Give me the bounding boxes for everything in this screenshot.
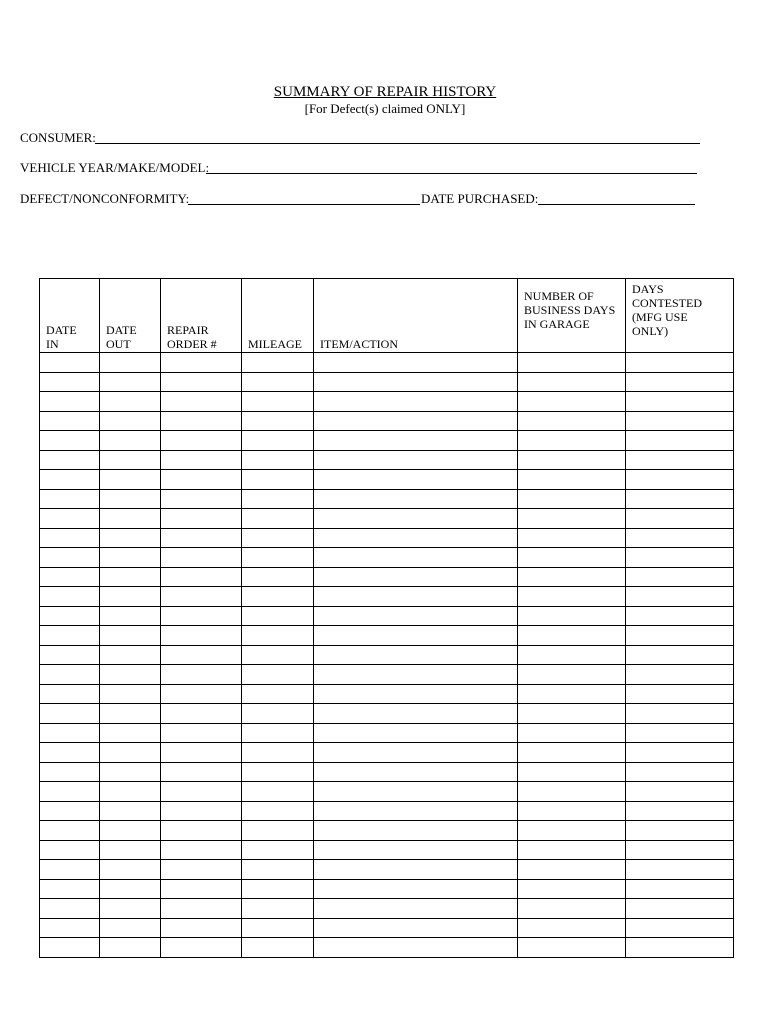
cell-business-days[interactable] [518, 938, 626, 958]
cell-repair-order[interactable] [161, 470, 242, 490]
cell-repair-order[interactable] [161, 645, 242, 665]
cell-repair-order[interactable] [161, 353, 242, 373]
cell-date-out[interactable] [100, 899, 161, 919]
cell-business-days[interactable] [518, 548, 626, 568]
cell-days-contested[interactable] [626, 743, 734, 763]
cell-mileage[interactable] [242, 782, 314, 802]
cell-mileage[interactable] [242, 645, 314, 665]
cell-item-action[interactable] [314, 645, 518, 665]
cell-date-in[interactable] [40, 489, 100, 509]
cell-days-contested[interactable] [626, 782, 734, 802]
col-item-action: ITEM/ACTION [314, 279, 518, 353]
cell-days-contested[interactable] [626, 587, 734, 607]
cell-days-contested[interactable] [626, 821, 734, 841]
cell-repair-order[interactable] [161, 489, 242, 509]
cell-date-out[interactable] [100, 918, 161, 938]
cell-date-out[interactable] [100, 606, 161, 626]
cell-days-contested[interactable] [626, 450, 734, 470]
cell-item-action[interactable] [314, 821, 518, 841]
table-row [40, 567, 734, 587]
cell-item-action[interactable] [314, 548, 518, 568]
cell-date-in[interactable] [40, 801, 100, 821]
cell-repair-order[interactable] [161, 762, 242, 782]
table-row [40, 743, 734, 763]
cell-mileage[interactable] [242, 509, 314, 529]
table-row [40, 762, 734, 782]
cell-days-contested[interactable] [626, 392, 734, 412]
col-mileage: MILEAGE [242, 279, 314, 353]
cell-date-in[interactable] [40, 645, 100, 665]
cell-repair-order[interactable] [161, 606, 242, 626]
cell-business-days[interactable] [518, 431, 626, 451]
cell-date-in[interactable] [40, 684, 100, 704]
table-row [40, 411, 734, 431]
cell-date-out[interactable] [100, 743, 161, 763]
cell-date-in[interactable] [40, 918, 100, 938]
cell-mileage[interactable] [242, 587, 314, 607]
cell-business-days[interactable] [518, 470, 626, 490]
col-date-out: DATE OUT [100, 279, 161, 353]
cell-repair-order[interactable] [161, 840, 242, 860]
table-row [40, 372, 734, 392]
cell-repair-order[interactable] [161, 918, 242, 938]
cell-item-action[interactable] [314, 762, 518, 782]
cell-mileage[interactable] [242, 918, 314, 938]
cell-item-action[interactable] [314, 489, 518, 509]
cell-item-action[interactable] [314, 626, 518, 646]
cell-date-out[interactable] [100, 431, 161, 451]
cell-business-days[interactable] [518, 821, 626, 841]
cell-date-out[interactable] [100, 840, 161, 860]
table-row [40, 645, 734, 665]
table-row [40, 879, 734, 899]
cell-mileage[interactable] [242, 528, 314, 548]
cell-business-days[interactable] [518, 743, 626, 763]
table-row [40, 938, 734, 958]
cell-mileage[interactable] [242, 470, 314, 490]
consumer-label: CONSUMER: [20, 130, 96, 145]
cell-business-days[interactable] [518, 801, 626, 821]
cell-date-in[interactable] [40, 821, 100, 841]
cell-repair-order[interactable] [161, 723, 242, 743]
cell-repair-order[interactable] [161, 879, 242, 899]
cell-business-days[interactable] [518, 353, 626, 373]
cell-repair-order[interactable] [161, 548, 242, 568]
cell-mileage[interactable] [242, 392, 314, 412]
cell-date-in[interactable] [40, 548, 100, 568]
cell-days-contested[interactable] [626, 684, 734, 704]
cell-item-action[interactable] [314, 411, 518, 431]
cell-item-action[interactable] [314, 801, 518, 821]
cell-mileage[interactable] [242, 684, 314, 704]
cell-mileage[interactable] [242, 860, 314, 880]
cell-date-in[interactable] [40, 762, 100, 782]
cell-mileage[interactable] [242, 938, 314, 958]
table-row [40, 392, 734, 412]
cell-date-in[interactable] [40, 587, 100, 607]
cell-repair-order[interactable] [161, 665, 242, 685]
cell-item-action[interactable] [314, 879, 518, 899]
cell-mileage[interactable] [242, 879, 314, 899]
cell-business-days[interactable] [518, 606, 626, 626]
cell-date-out[interactable] [100, 665, 161, 685]
cell-business-days[interactable] [518, 528, 626, 548]
cell-date-in[interactable] [40, 899, 100, 919]
cell-date-out[interactable] [100, 704, 161, 724]
cell-business-days[interactable] [518, 704, 626, 724]
cell-repair-order[interactable] [161, 392, 242, 412]
cell-date-out[interactable] [100, 489, 161, 509]
table-row [40, 606, 734, 626]
cell-date-out[interactable] [100, 762, 161, 782]
cell-date-out[interactable] [100, 684, 161, 704]
table-body [40, 353, 734, 958]
cell-days-contested[interactable] [626, 411, 734, 431]
cell-item-action[interactable] [314, 372, 518, 392]
cell-date-in[interactable] [40, 372, 100, 392]
cell-mileage[interactable] [242, 548, 314, 568]
cell-days-contested[interactable] [626, 860, 734, 880]
cell-business-days[interactable] [518, 567, 626, 587]
cell-repair-order[interactable] [161, 528, 242, 548]
cell-business-days[interactable] [518, 918, 626, 938]
cell-repair-order[interactable] [161, 860, 242, 880]
table-row [40, 840, 734, 860]
cell-days-contested[interactable] [626, 431, 734, 451]
cell-mileage[interactable] [242, 665, 314, 685]
cell-date-in[interactable] [40, 353, 100, 373]
cell-repair-order[interactable] [161, 801, 242, 821]
cell-mileage[interactable] [242, 840, 314, 860]
col-repair-order: REPAIR ORDER # [161, 279, 242, 353]
cell-days-contested[interactable] [626, 723, 734, 743]
cell-date-out[interactable] [100, 782, 161, 802]
header-row [40, 279, 734, 353]
table-row [40, 801, 734, 821]
cell-item-action[interactable] [314, 665, 518, 685]
cell-repair-order[interactable] [161, 450, 242, 470]
cell-days-contested[interactable] [626, 899, 734, 919]
cell-business-days[interactable] [518, 762, 626, 782]
cell-date-in[interactable] [40, 470, 100, 490]
cell-days-contested[interactable] [626, 548, 734, 568]
cell-date-out[interactable] [100, 626, 161, 646]
cell-date-out[interactable] [100, 860, 161, 880]
cell-date-out[interactable] [100, 450, 161, 470]
cell-repair-order[interactable] [161, 372, 242, 392]
cell-business-days[interactable] [518, 372, 626, 392]
cell-business-days[interactable] [518, 626, 626, 646]
cell-business-days[interactable] [518, 782, 626, 802]
date-purchased-input-line[interactable] [538, 204, 695, 205]
cell-days-contested[interactable] [626, 528, 734, 548]
cell-mileage[interactable] [242, 743, 314, 763]
cell-business-days[interactable] [518, 860, 626, 880]
vehicle-input-line[interactable] [206, 173, 697, 174]
cell-date-out[interactable] [100, 528, 161, 548]
cell-item-action[interactable] [314, 431, 518, 451]
defect-label: DEFECT/NONCONFORMITY: [20, 191, 190, 206]
cell-repair-order[interactable] [161, 743, 242, 763]
col-date-in: DATE IN [40, 279, 100, 353]
cell-date-in[interactable] [40, 782, 100, 802]
cell-date-out[interactable] [100, 587, 161, 607]
cell-date-out[interactable] [100, 801, 161, 821]
cell-item-action[interactable] [314, 938, 518, 958]
cell-days-contested[interactable] [626, 840, 734, 860]
cell-item-action[interactable] [314, 840, 518, 860]
cell-date-out[interactable] [100, 372, 161, 392]
cell-item-action[interactable] [314, 704, 518, 724]
col-business-days: NUMBER OF BUSINESS DAYS IN GARAGE [518, 279, 626, 353]
cell-date-in[interactable] [40, 606, 100, 626]
cell-repair-order[interactable] [161, 899, 242, 919]
cell-item-action[interactable] [314, 723, 518, 743]
cell-days-contested[interactable] [626, 645, 734, 665]
cell-mileage[interactable] [242, 762, 314, 782]
cell-date-out[interactable] [100, 567, 161, 587]
cell-date-in[interactable] [40, 743, 100, 763]
table-row [40, 450, 734, 470]
table-row [40, 723, 734, 743]
cell-item-action[interactable] [314, 860, 518, 880]
cell-business-days[interactable] [518, 509, 626, 529]
cell-date-in[interactable] [40, 665, 100, 685]
cell-date-in[interactable] [40, 528, 100, 548]
cell-repair-order[interactable] [161, 431, 242, 451]
cell-item-action[interactable] [314, 782, 518, 802]
cell-date-in[interactable] [40, 567, 100, 587]
cell-mileage[interactable] [242, 704, 314, 724]
cell-days-contested[interactable] [626, 470, 734, 490]
cell-item-action[interactable] [314, 684, 518, 704]
cell-mileage[interactable] [242, 489, 314, 509]
cell-date-out[interactable] [100, 509, 161, 529]
cell-date-out[interactable] [100, 938, 161, 958]
cell-date-in[interactable] [40, 626, 100, 646]
cell-days-contested[interactable] [626, 509, 734, 529]
cell-date-out[interactable] [100, 411, 161, 431]
cell-business-days[interactable] [518, 392, 626, 412]
cell-days-contested[interactable] [626, 606, 734, 626]
cell-repair-order[interactable] [161, 782, 242, 802]
cell-date-in[interactable] [40, 411, 100, 431]
cell-repair-order[interactable] [161, 821, 242, 841]
cell-mileage[interactable] [242, 353, 314, 373]
cell-repair-order[interactable] [161, 684, 242, 704]
cell-days-contested[interactable] [626, 567, 734, 587]
table-row [40, 665, 734, 685]
table-row [40, 489, 734, 509]
cell-date-out[interactable] [100, 723, 161, 743]
cell-business-days[interactable] [518, 665, 626, 685]
cell-item-action[interactable] [314, 450, 518, 470]
cell-date-in[interactable] [40, 509, 100, 529]
cell-date-out[interactable] [100, 645, 161, 665]
cell-business-days[interactable] [518, 879, 626, 899]
cell-business-days[interactable] [518, 489, 626, 509]
table-row [40, 782, 734, 802]
cell-business-days[interactable] [518, 684, 626, 704]
cell-days-contested[interactable] [626, 353, 734, 373]
cell-business-days[interactable] [518, 450, 626, 470]
cell-item-action[interactable] [314, 743, 518, 763]
cell-mileage[interactable] [242, 567, 314, 587]
cell-days-contested[interactable] [626, 879, 734, 899]
cell-date-out[interactable] [100, 392, 161, 412]
cell-repair-order[interactable] [161, 587, 242, 607]
cell-repair-order[interactable] [161, 938, 242, 958]
cell-days-contested[interactable] [626, 626, 734, 646]
table-row [40, 860, 734, 880]
cell-repair-order[interactable] [161, 509, 242, 529]
table-row [40, 918, 734, 938]
table-row [40, 626, 734, 646]
table-row [40, 509, 734, 529]
cell-date-in[interactable] [40, 938, 100, 958]
table-row [40, 431, 734, 451]
cell-mileage[interactable] [242, 723, 314, 743]
table-row [40, 587, 734, 607]
cell-business-days[interactable] [518, 723, 626, 743]
cell-repair-order[interactable] [161, 567, 242, 587]
cell-date-out[interactable] [100, 879, 161, 899]
cell-business-days[interactable] [518, 587, 626, 607]
table-row [40, 528, 734, 548]
cell-days-contested[interactable] [626, 918, 734, 938]
cell-mileage[interactable] [242, 450, 314, 470]
cell-date-out[interactable] [100, 548, 161, 568]
cell-business-days[interactable] [518, 645, 626, 665]
table-row [40, 821, 734, 841]
cell-days-contested[interactable] [626, 489, 734, 509]
cell-item-action[interactable] [314, 899, 518, 919]
table-row [40, 684, 734, 704]
table-row [40, 899, 734, 919]
cell-date-in[interactable] [40, 840, 100, 860]
cell-business-days[interactable] [518, 840, 626, 860]
vehicle-label: VEHICLE YEAR/MAKE/MODEL: [20, 160, 210, 175]
cell-business-days[interactable] [518, 411, 626, 431]
date-purchased-label: DATE PURCHASED: [421, 191, 539, 206]
table-row [40, 704, 734, 724]
cell-days-contested[interactable] [626, 372, 734, 392]
cell-date-in[interactable] [40, 879, 100, 899]
cell-repair-order[interactable] [161, 626, 242, 646]
cell-mileage[interactable] [242, 899, 314, 919]
cell-days-contested[interactable] [626, 938, 734, 958]
cell-item-action[interactable] [314, 470, 518, 490]
cell-item-action[interactable] [314, 587, 518, 607]
table-row [40, 470, 734, 490]
cell-repair-order[interactable] [161, 411, 242, 431]
cell-date-in[interactable] [40, 704, 100, 724]
consumer-input-line[interactable] [95, 143, 700, 144]
cell-mileage[interactable] [242, 411, 314, 431]
cell-date-out[interactable] [100, 821, 161, 841]
cell-mileage[interactable] [242, 821, 314, 841]
cell-date-in[interactable] [40, 723, 100, 743]
cell-item-action[interactable] [314, 606, 518, 626]
cell-repair-order[interactable] [161, 704, 242, 724]
table-row [40, 548, 734, 568]
repair-history-table [39, 278, 734, 958]
cell-business-days[interactable] [518, 899, 626, 919]
cell-days-contested[interactable] [626, 762, 734, 782]
cell-mileage[interactable] [242, 801, 314, 821]
cell-date-in[interactable] [40, 392, 100, 412]
cell-item-action[interactable] [314, 509, 518, 529]
table-row [40, 353, 734, 373]
cell-mileage[interactable] [242, 626, 314, 646]
cell-mileage[interactable] [242, 431, 314, 451]
cell-item-action[interactable] [314, 528, 518, 548]
cell-date-in[interactable] [40, 860, 100, 880]
cell-date-out[interactable] [100, 470, 161, 490]
cell-mileage[interactable] [242, 606, 314, 626]
cell-date-out[interactable] [100, 353, 161, 373]
cell-item-action[interactable] [314, 567, 518, 587]
cell-mileage[interactable] [242, 372, 314, 392]
cell-item-action[interactable] [314, 353, 518, 373]
cell-date-in[interactable] [40, 431, 100, 451]
cell-days-contested[interactable] [626, 704, 734, 724]
cell-days-contested[interactable] [626, 801, 734, 821]
cell-item-action[interactable] [314, 918, 518, 938]
form-title: SUMMARY OF REPAIR HISTORY [273, 84, 497, 100]
defect-input-line[interactable] [188, 204, 420, 205]
cell-days-contested[interactable] [626, 665, 734, 685]
cell-item-action[interactable] [314, 392, 518, 412]
form-subtitle: [For Defect(s) claimed ONLY] [304, 101, 466, 116]
col-days-contested: DAYS CONTESTED (MFG USE ONLY) [626, 279, 734, 353]
cell-date-in[interactable] [40, 450, 100, 470]
